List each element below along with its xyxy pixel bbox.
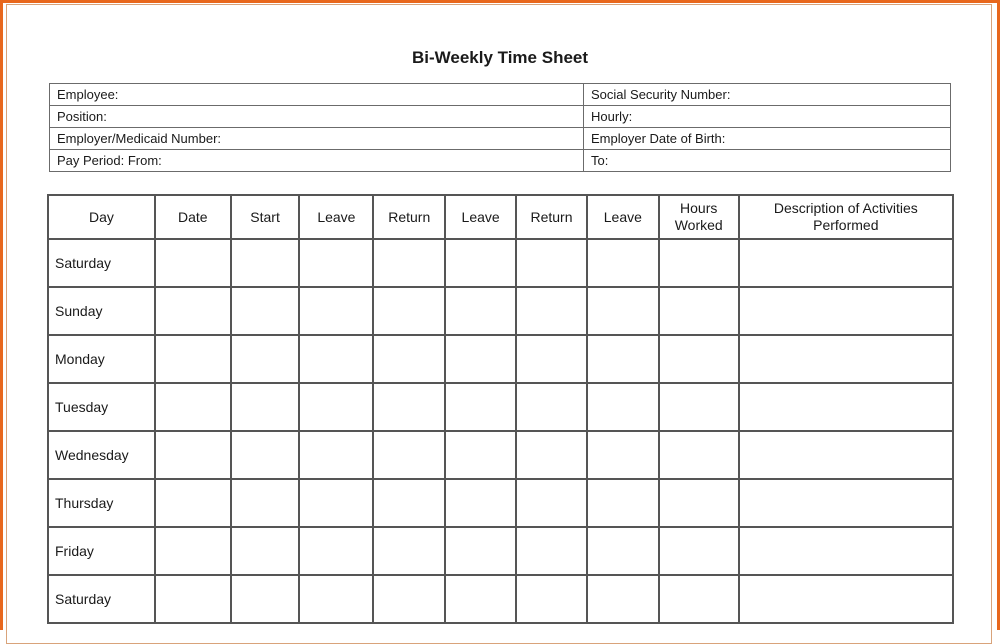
position-field[interactable]: Position: — [50, 106, 584, 128]
start-cell[interactable] — [231, 431, 300, 479]
table-row — [48, 287, 953, 335]
description-cell[interactable] — [739, 335, 953, 383]
return-2-cell[interactable] — [516, 287, 587, 335]
table-row — [48, 239, 953, 287]
date-cell[interactable] — [155, 287, 231, 335]
leave-2-cell[interactable] — [445, 287, 516, 335]
return-1-cell[interactable] — [373, 239, 445, 287]
table-row — [48, 383, 953, 431]
date-cell[interactable] — [155, 575, 231, 623]
leave-2-cell[interactable] — [445, 335, 516, 383]
pay-period-from-field[interactable]: Pay Period: From: — [50, 150, 584, 172]
leave-1-cell[interactable] — [299, 527, 373, 575]
start-cell[interactable] — [231, 383, 300, 431]
leave-2-cell[interactable] — [445, 383, 516, 431]
date-cell[interactable] — [155, 479, 231, 527]
return-2-cell[interactable] — [516, 575, 587, 623]
description-cell[interactable] — [739, 575, 953, 623]
column-header-date: Date — [155, 195, 231, 239]
table-row — [48, 335, 953, 383]
leave-3-cell[interactable] — [587, 287, 659, 335]
hours-worked-cell[interactable] — [659, 239, 739, 287]
day-label: Saturday — [48, 575, 155, 623]
hours-worked-cell[interactable] — [659, 287, 739, 335]
hourly-field[interactable]: Hourly: — [584, 106, 951, 128]
return-2-cell[interactable] — [516, 431, 587, 479]
description-cell[interactable] — [739, 383, 953, 431]
start-cell[interactable] — [231, 527, 300, 575]
return-1-cell[interactable] — [373, 335, 445, 383]
date-cell[interactable] — [155, 239, 231, 287]
day-label: Tuesday — [48, 383, 155, 431]
pay-period-to-field[interactable]: To: — [584, 150, 951, 172]
return-1-cell[interactable] — [373, 383, 445, 431]
description-cell[interactable] — [739, 287, 953, 335]
return-2-cell[interactable] — [516, 479, 587, 527]
leave-1-cell[interactable] — [299, 287, 373, 335]
leave-3-cell[interactable] — [587, 527, 659, 575]
day-label: Monday — [48, 335, 155, 383]
day-label: Friday — [48, 527, 155, 575]
date-cell[interactable] — [155, 383, 231, 431]
time-sheet-table — [47, 194, 954, 624]
start-cell[interactable] — [231, 287, 300, 335]
column-header-leave-1: Leave — [299, 195, 373, 239]
table-row — [48, 431, 953, 479]
date-of-birth-field[interactable]: Employer Date of Birth: — [584, 128, 951, 150]
leave-2-cell[interactable] — [445, 527, 516, 575]
document-title: Bi-Weekly Time Sheet — [411, 48, 589, 67]
date-cell[interactable] — [155, 527, 231, 575]
day-label: Wednesday — [48, 431, 155, 479]
column-header-hours-worked: Hours Worked — [659, 195, 739, 239]
leave-1-cell[interactable] — [299, 431, 373, 479]
description-cell[interactable] — [739, 239, 953, 287]
employee-info-table — [49, 83, 951, 172]
hours-worked-cell[interactable] — [659, 575, 739, 623]
column-header-return-2: Return — [516, 195, 587, 239]
column-header-return-1: Return — [373, 195, 445, 239]
return-2-cell[interactable] — [516, 239, 587, 287]
leave-2-cell[interactable] — [445, 239, 516, 287]
leave-3-cell[interactable] — [587, 575, 659, 623]
leave-3-cell[interactable] — [587, 479, 659, 527]
info-row — [50, 106, 951, 128]
leave-2-cell[interactable] — [445, 431, 516, 479]
leave-3-cell[interactable] — [587, 431, 659, 479]
leave-2-cell[interactable] — [445, 479, 516, 527]
table-row — [48, 479, 953, 527]
leave-1-cell[interactable] — [299, 575, 373, 623]
table-row — [48, 527, 953, 575]
return-2-cell[interactable] — [516, 527, 587, 575]
date-cell[interactable] — [155, 335, 231, 383]
leave-1-cell[interactable] — [299, 383, 373, 431]
day-label: Thursday — [48, 479, 155, 527]
employee-field[interactable]: Employee: — [50, 84, 584, 106]
leave-3-cell[interactable] — [587, 383, 659, 431]
hours-worked-cell[interactable] — [659, 527, 739, 575]
description-cell[interactable] — [739, 527, 953, 575]
return-2-cell[interactable] — [516, 335, 587, 383]
leave-1-cell[interactable] — [299, 479, 373, 527]
leave-1-cell[interactable] — [299, 335, 373, 383]
return-2-cell[interactable] — [516, 383, 587, 431]
info-row — [50, 84, 951, 106]
leave-2-cell[interactable] — [445, 575, 516, 623]
start-cell[interactable] — [231, 479, 300, 527]
info-row — [50, 150, 951, 172]
table-body — [48, 239, 953, 623]
leave-3-cell[interactable] — [587, 239, 659, 287]
column-header-leave-2: Leave — [445, 195, 516, 239]
column-header-start: Start — [231, 195, 300, 239]
return-1-cell[interactable] — [373, 431, 445, 479]
date-cell[interactable] — [155, 431, 231, 479]
column-header-day: Day — [48, 195, 155, 239]
leave-3-cell[interactable] — [587, 335, 659, 383]
return-1-cell[interactable] — [373, 527, 445, 575]
description-cell[interactable] — [739, 479, 953, 527]
info-row — [50, 128, 951, 150]
day-label: Sunday — [48, 287, 155, 335]
return-1-cell[interactable] — [373, 575, 445, 623]
table-header-row — [48, 195, 953, 239]
hours-worked-cell[interactable] — [659, 431, 739, 479]
return-1-cell[interactable] — [373, 479, 445, 527]
leave-1-cell[interactable] — [299, 239, 373, 287]
medicaid-number-field[interactable]: Employer/Medicaid Number: — [50, 128, 584, 150]
column-header-description: Description of Activities Performed — [739, 195, 953, 239]
start-cell[interactable] — [231, 575, 300, 623]
hours-worked-cell[interactable] — [659, 383, 739, 431]
hours-worked-cell[interactable] — [659, 479, 739, 527]
description-cell[interactable] — [739, 431, 953, 479]
hours-worked-cell[interactable] — [659, 335, 739, 383]
column-header-leave-3: Leave — [587, 195, 659, 239]
table-row — [48, 575, 953, 623]
return-1-cell[interactable] — [373, 287, 445, 335]
start-cell[interactable] — [231, 239, 300, 287]
ssn-field[interactable]: Social Security Number: — [584, 84, 951, 106]
day-label: Saturday — [48, 239, 155, 287]
start-cell[interactable] — [231, 335, 300, 383]
